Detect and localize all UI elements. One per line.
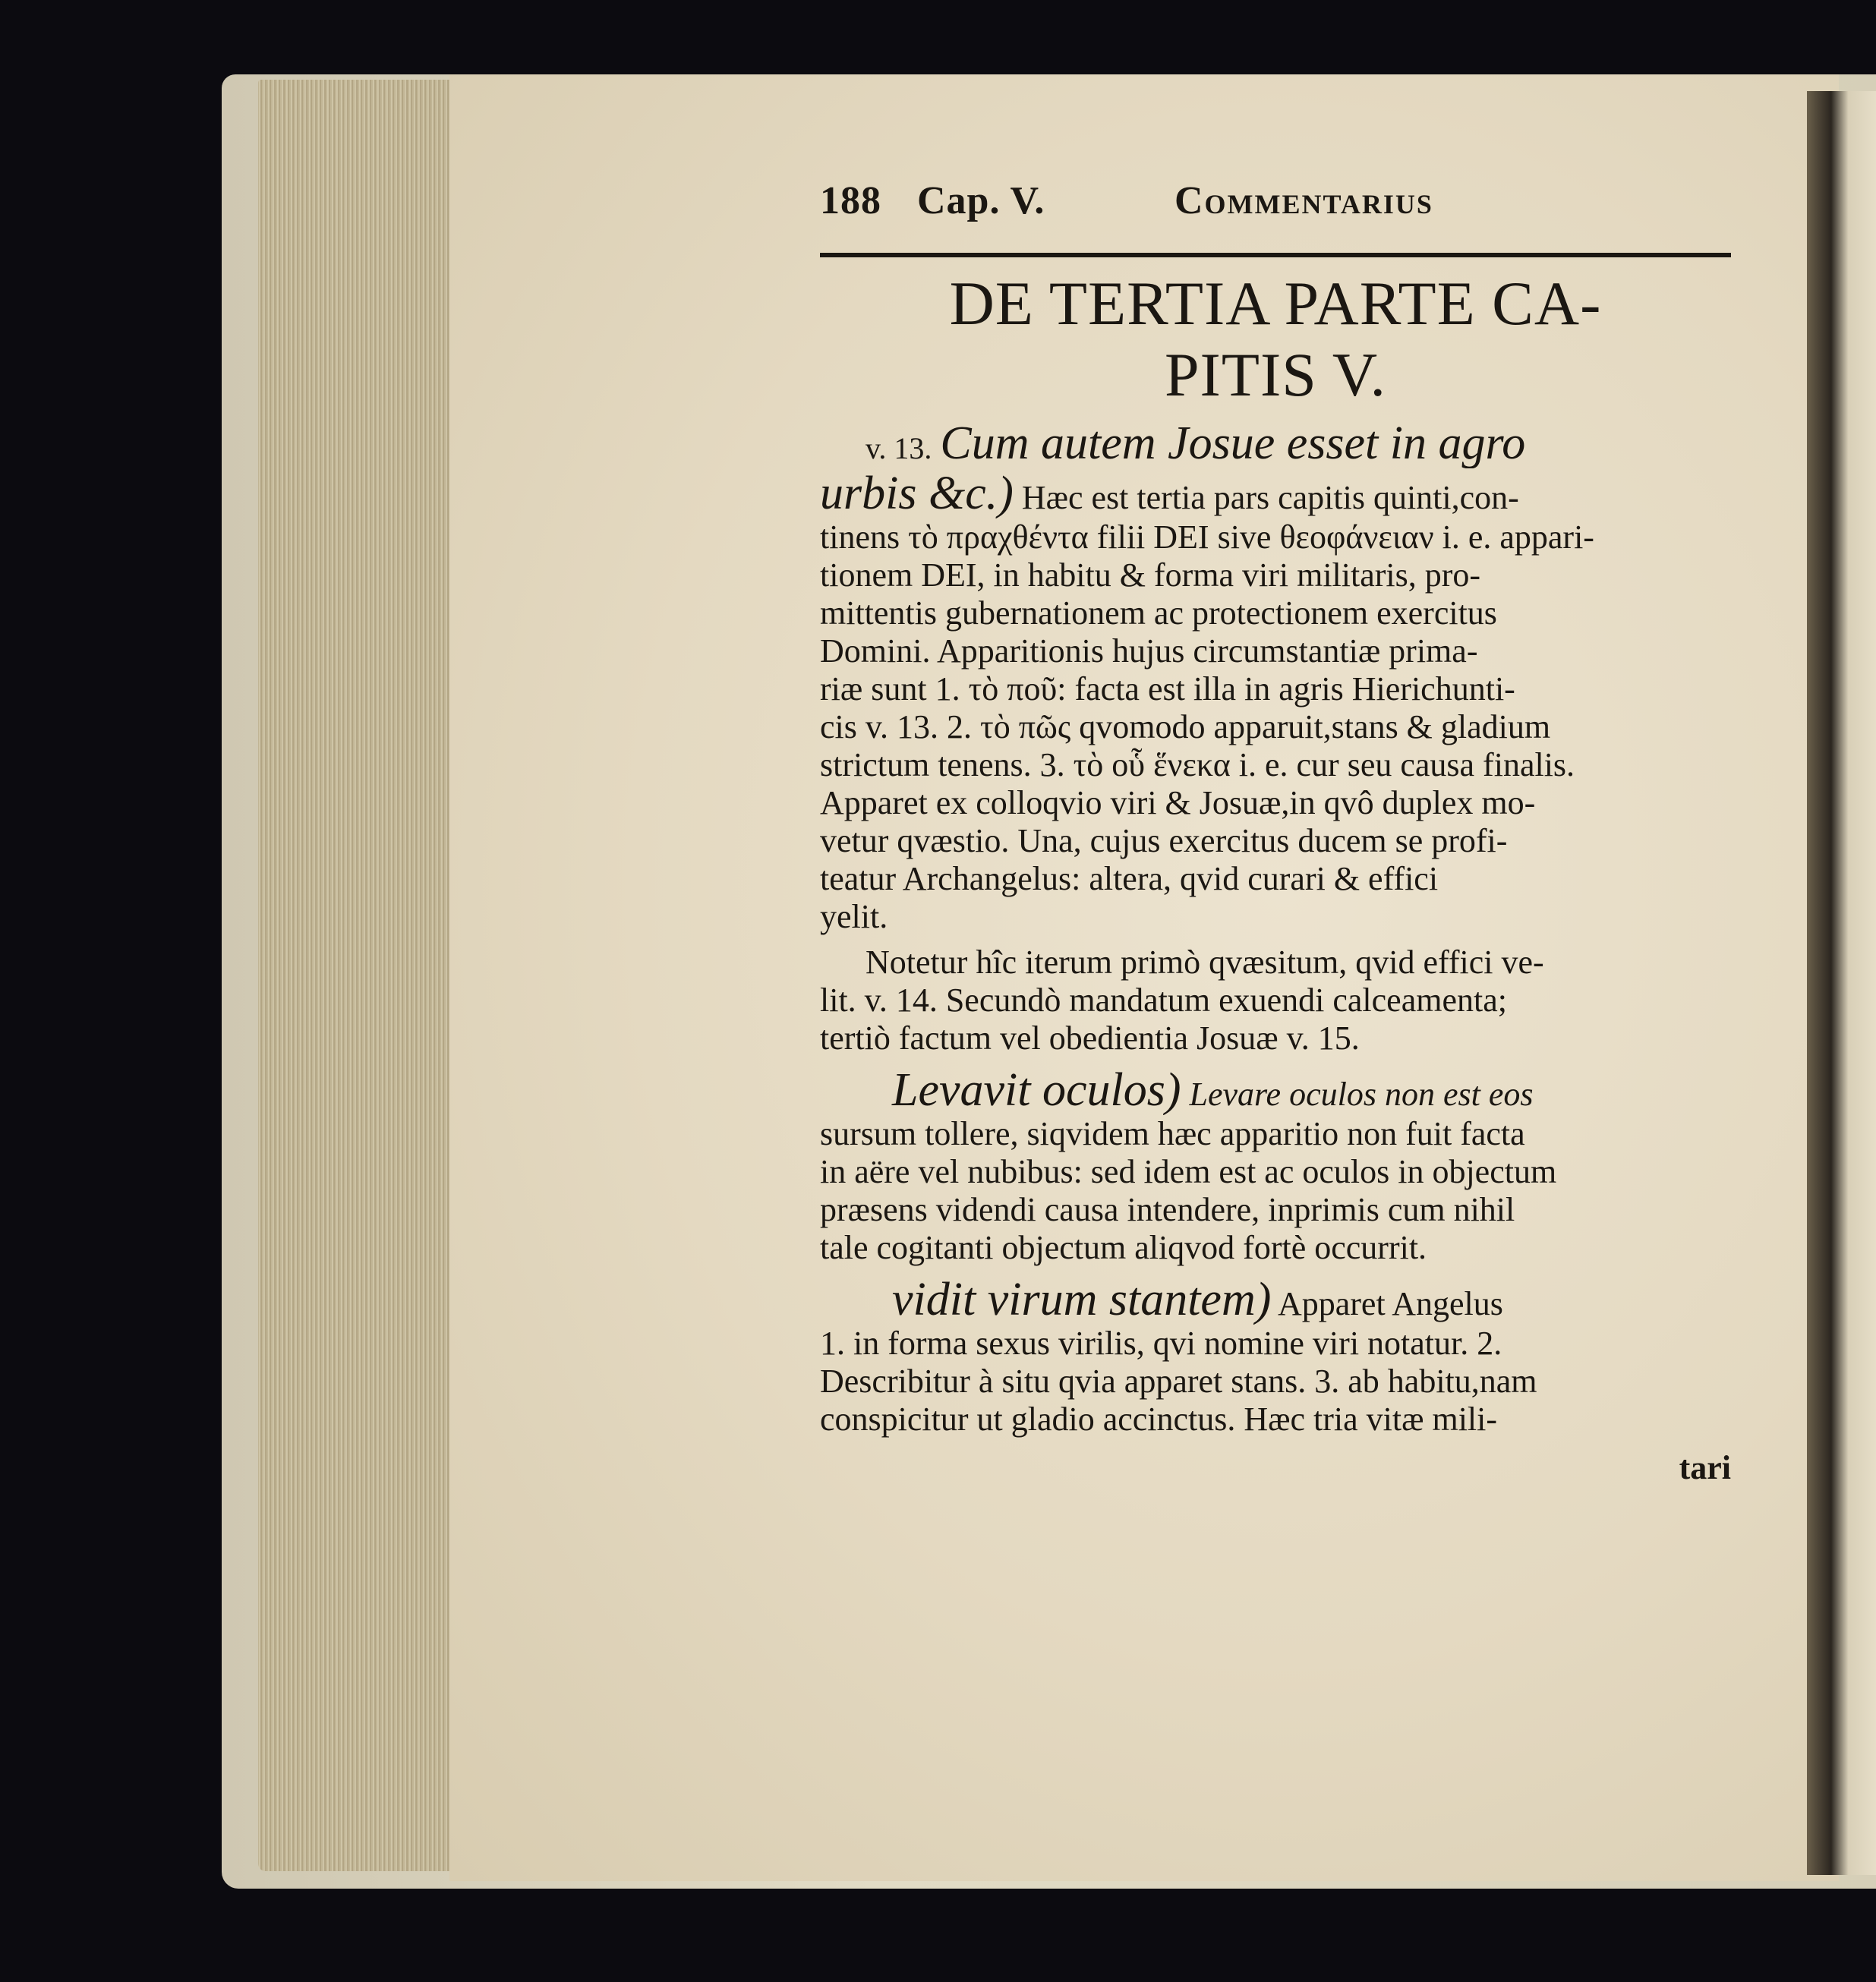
paragraph-1 [820, 418, 1731, 936]
p1-line-7: riæ sunt 1. τὸ ποῦ: facta est illa in agris Hierichunti- [820, 670, 1515, 707]
p2-line-2: lit. v. 14. Secundò mandatum exuendi calceamenta; [820, 982, 1507, 1019]
lemma-2: urbis &c.) [820, 468, 1014, 518]
p1-line-3: tinens τὸ πραχθέντα filii DEI sive θεοφάνειαν i. e. appari- [820, 518, 1594, 556]
p4-line-4: conspicitur ut gladio accinctus. Hæc tria vitæ mili- [820, 1401, 1498, 1438]
p1-line-1 [820, 418, 1731, 468]
p4-line-1-rest: Apparet Angelus [1277, 1285, 1503, 1322]
book-gutter [1807, 91, 1876, 1875]
p1-line-4: tionem DEI, in habitu & forma viri militaris, pro- [820, 556, 1481, 594]
p4-line-1 [820, 1275, 1731, 1325]
page-edges [258, 80, 456, 1871]
p1-line-9: strictum tenens. 3. τὸ οὗ ἕνεκα i. e. cur seu causa finalis. [820, 746, 1575, 783]
text-block [820, 178, 1731, 1487]
p3-line-2: sursum tollere, siqvidem hæc apparitio non fuit facta [820, 1115, 1525, 1152]
section-heading [820, 268, 1731, 411]
lemma-3: Levavit oculos) [892, 1065, 1181, 1115]
p1-line-13: yelit. [820, 898, 888, 935]
p2-line-1: Notetur hîc iterum primò qvæsitum, qvid effici ve- [865, 944, 1544, 981]
paragraph-4 [820, 1275, 1731, 1438]
running-title: Commentarius [1174, 179, 1433, 222]
heading-line-2: PITIS V. [1164, 340, 1387, 409]
catchword: tari [1679, 1449, 1731, 1486]
p3-line-1 [820, 1065, 1731, 1115]
p1-line-2-rest: Hæc est tertia pars capitis quinti,con- [1021, 479, 1519, 516]
p3-line-4: præsens videndi causa intendere, inprimis cum nihil [820, 1191, 1515, 1228]
page-number: 188 [820, 179, 881, 222]
p3-line-3: in aëre vel nubibus: sed idem est ac oculos in objectum [820, 1153, 1557, 1190]
p4-line-2: 1. in forma sexus virilis, qvi nomine viri notatur. 2. [820, 1325, 1502, 1362]
p1-line-10: Apparet ex colloqvio viri & Josuæ,in qvô duplex mo- [820, 784, 1536, 821]
p1-line-11: vetur qvæstio. Una, cujus exercitus ducem se profi- [820, 822, 1508, 859]
p3-line-5: tale cogitanti objectum aliqvod fortè occurrit. [820, 1229, 1427, 1266]
p1-line-6: Domini. Apparitionis hujus circumstantiæ prima- [820, 632, 1478, 670]
lemma-4: vidit virum stantem) [892, 1275, 1272, 1325]
running-head [820, 178, 1731, 239]
p4-line-3: Describitur à situ qvia apparet stans. 3. ab habitu,nam [820, 1363, 1537, 1400]
heading-line-1: DE TERTIA PARTE CA- [949, 269, 1602, 338]
chapter-label: Cap. V. [917, 179, 1045, 222]
body-text [820, 418, 1731, 1487]
p1-line-2 [820, 468, 1731, 518]
p1-line-8: cis v. 13. 2. τὸ πῶς qvomodo apparuit,stans & gladium [820, 708, 1551, 745]
p3-line-1-rest: Levare oculos non est eos [1189, 1076, 1534, 1113]
verse-ref: v. 13. [865, 431, 932, 465]
p2-line-3: tertiò factum vel obedientia Josuæ v. 15. [820, 1019, 1360, 1057]
p1-line-5: mittentis gubernationem ac protectionem exercitus [820, 594, 1497, 632]
p1-line-12: teatur Archangelus: altera, qvid curari & effici [820, 860, 1439, 897]
lemma-1: Cum autem Josue esset in agro [940, 418, 1526, 468]
paragraph-2 [820, 944, 1731, 1057]
paragraph-3 [820, 1065, 1731, 1267]
header-rule [820, 253, 1731, 257]
